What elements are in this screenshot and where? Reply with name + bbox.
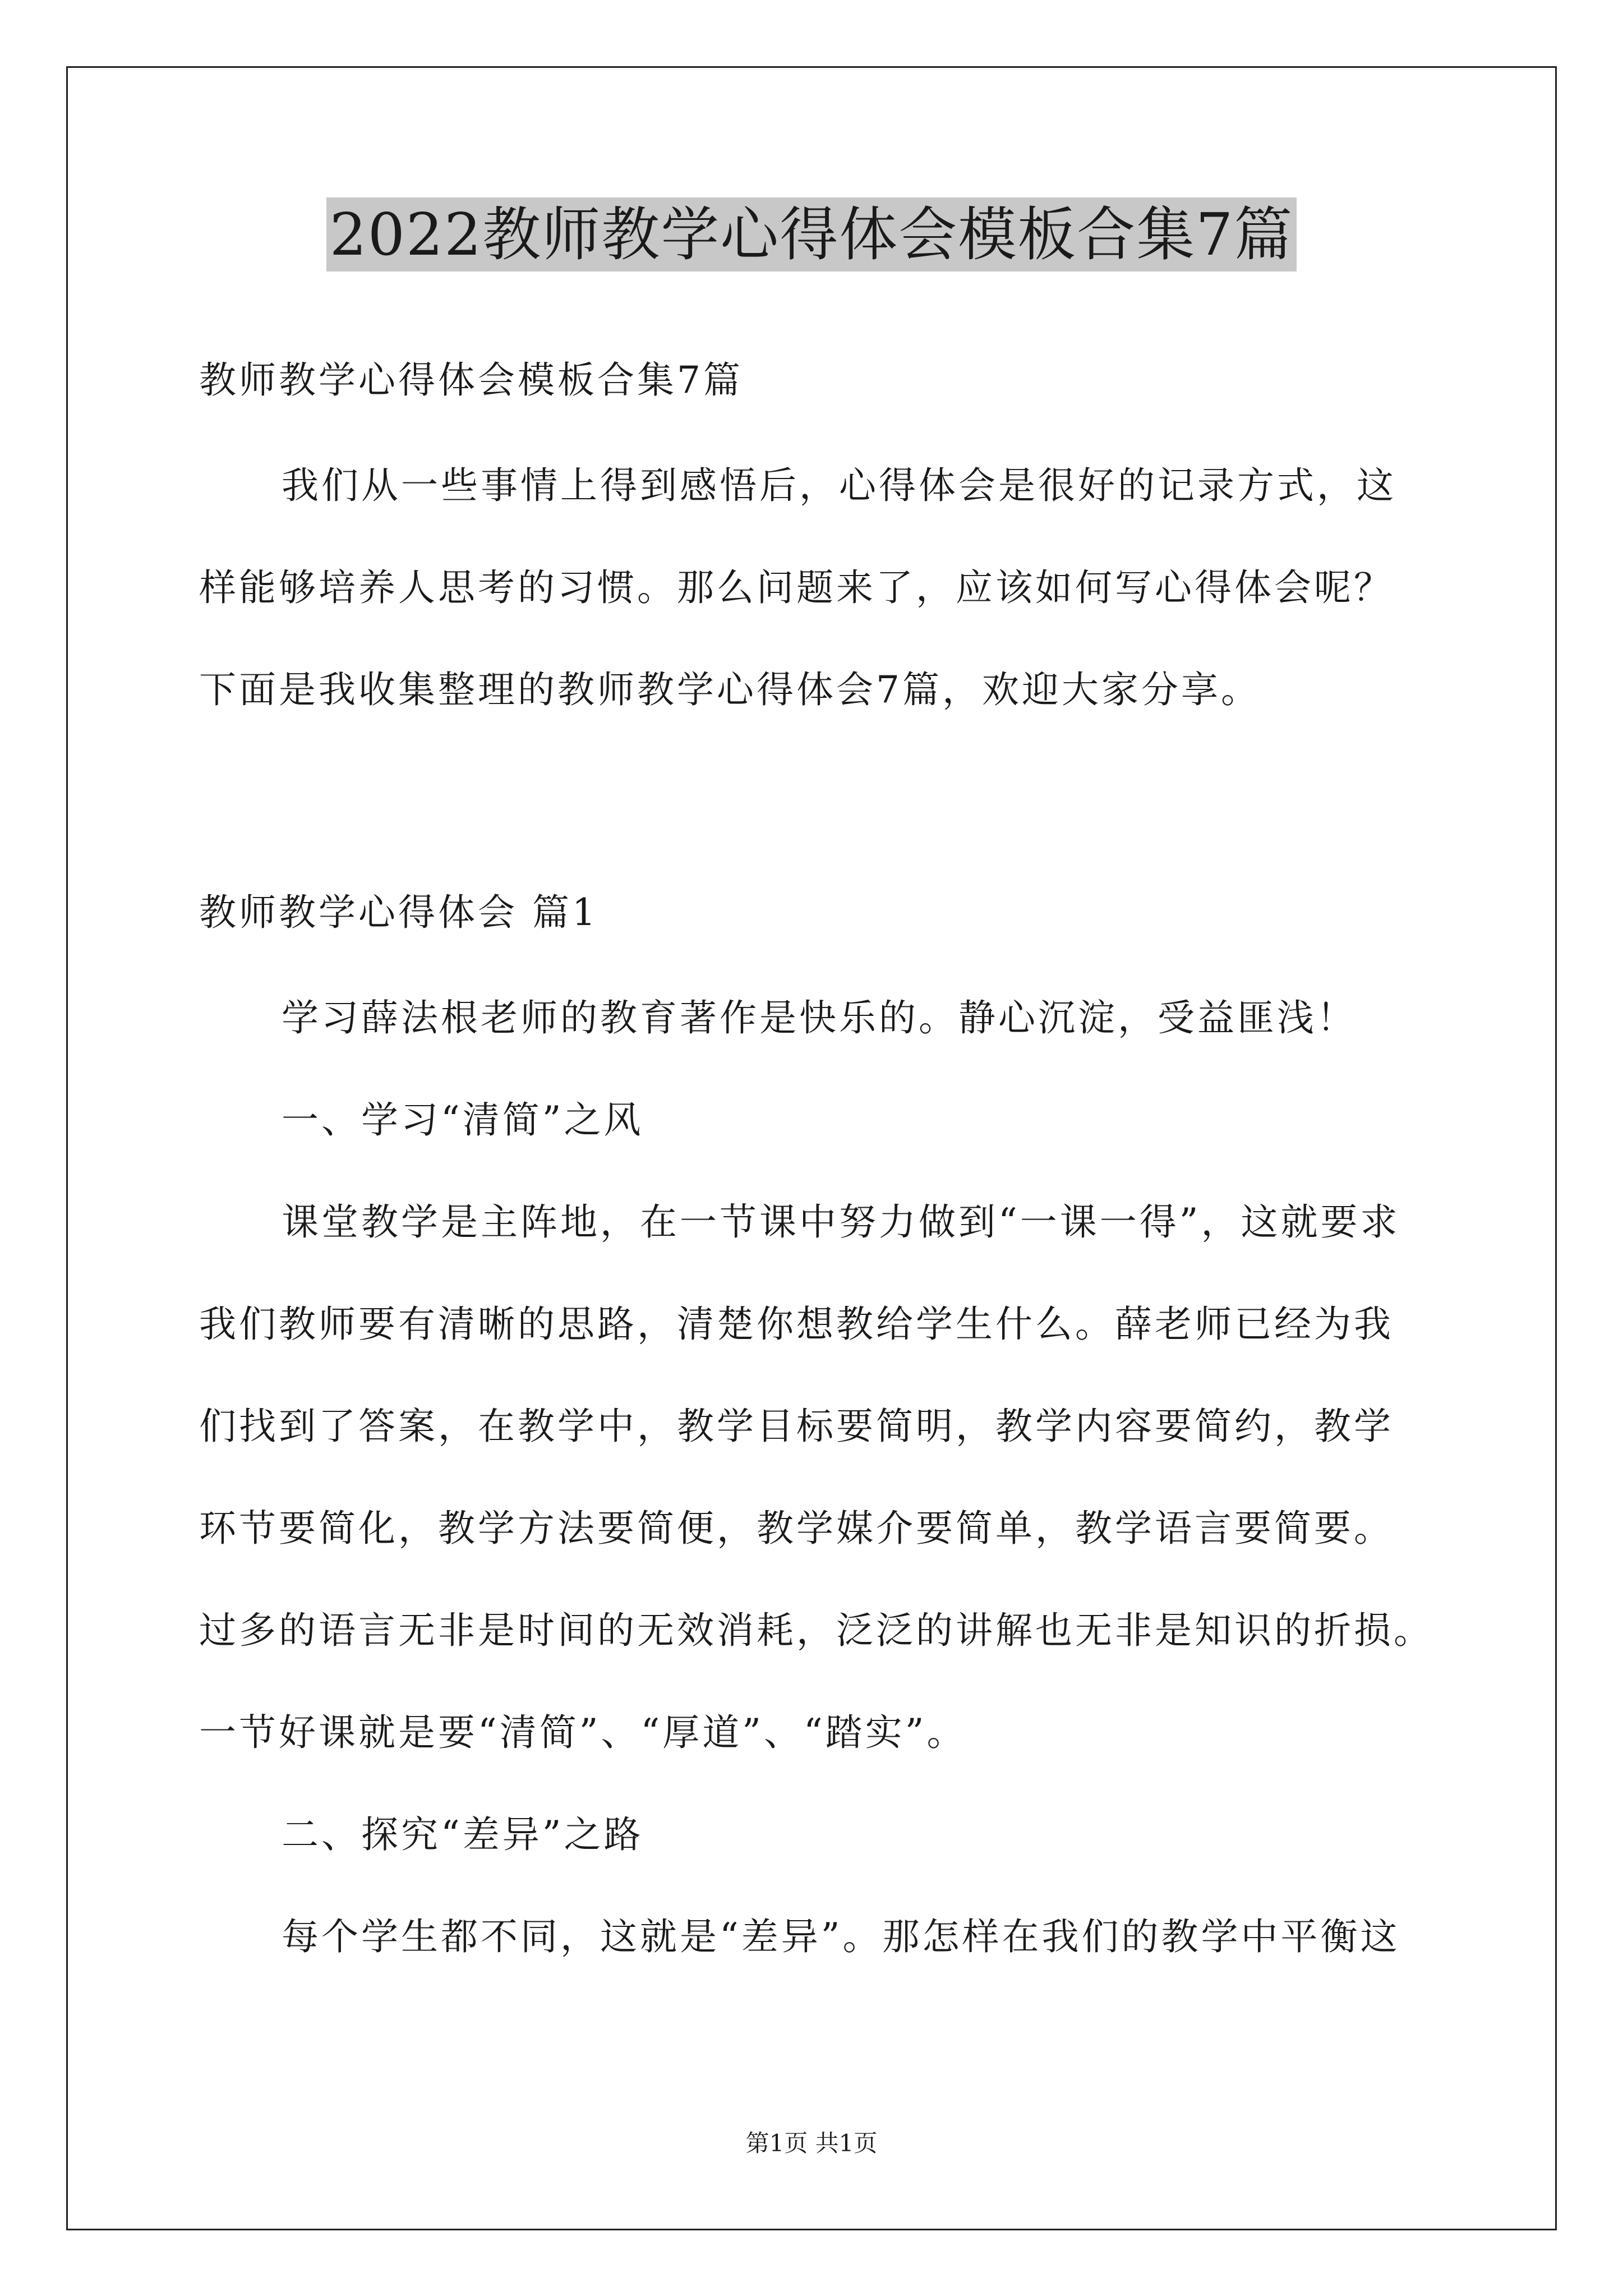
paragraph-line: 课堂教学是主阵地，在一节课中努力做到“一课一得”，这就要求 (282, 1200, 1400, 1244)
subheading: 一、学习“清简”之风 (282, 1098, 644, 1142)
paragraph-line: 们找到了答案，在教学中，教学目标要简明，教学内容要简约，教学 (199, 1405, 1394, 1448)
page-footer: 第1页 共1页 (745, 2129, 878, 2157)
section-heading: 教师教学心得体会 篇1 (199, 891, 598, 934)
subtitle: 教师教学心得体会模板合集7篇 (199, 358, 743, 402)
title-wrap (0, 197, 1623, 272)
paragraph-line: 每个学生都不同，这就是“差异”。那怎样在我们的教学中平衡这 (282, 1915, 1400, 1958)
paragraph-line: 一节好课就是要“清简”、“厚道”、“踏实”。 (199, 1711, 967, 1754)
paragraph-line: 我们教师要有清晰的思路，清楚你想教给学生什么。薛老师已经为我 (199, 1303, 1394, 1346)
paragraph-line: 环节要简化，教学方法要简便，教学媒介要简单，教学语言要简要。 (199, 1507, 1394, 1550)
intro-line: 下面是我收集整理的教师教学心得体会7篇，欢迎大家分享。 (199, 668, 1261, 711)
document-title: 2022教师教学心得体会模板合集7篇 (326, 197, 1297, 272)
subheading: 二、探究“差异”之路 (282, 1813, 644, 1856)
intro-line: 样能够培养人思考的习惯。那么问题来了，应该如何写心得体会呢？ (199, 566, 1394, 609)
intro-line: 我们从一些事情上得到感悟后，心得体会是很好的记录方式，这 (282, 464, 1396, 507)
paragraph-line: 过多的语言无非是时间的无效消耗，泛泛的讲解也无非是知识的折损。 (199, 1609, 1433, 1652)
paragraph-line: 学习薛法根老师的教育著作是快乐的。静心沉淀，受益匪浅！ (282, 996, 1357, 1039)
